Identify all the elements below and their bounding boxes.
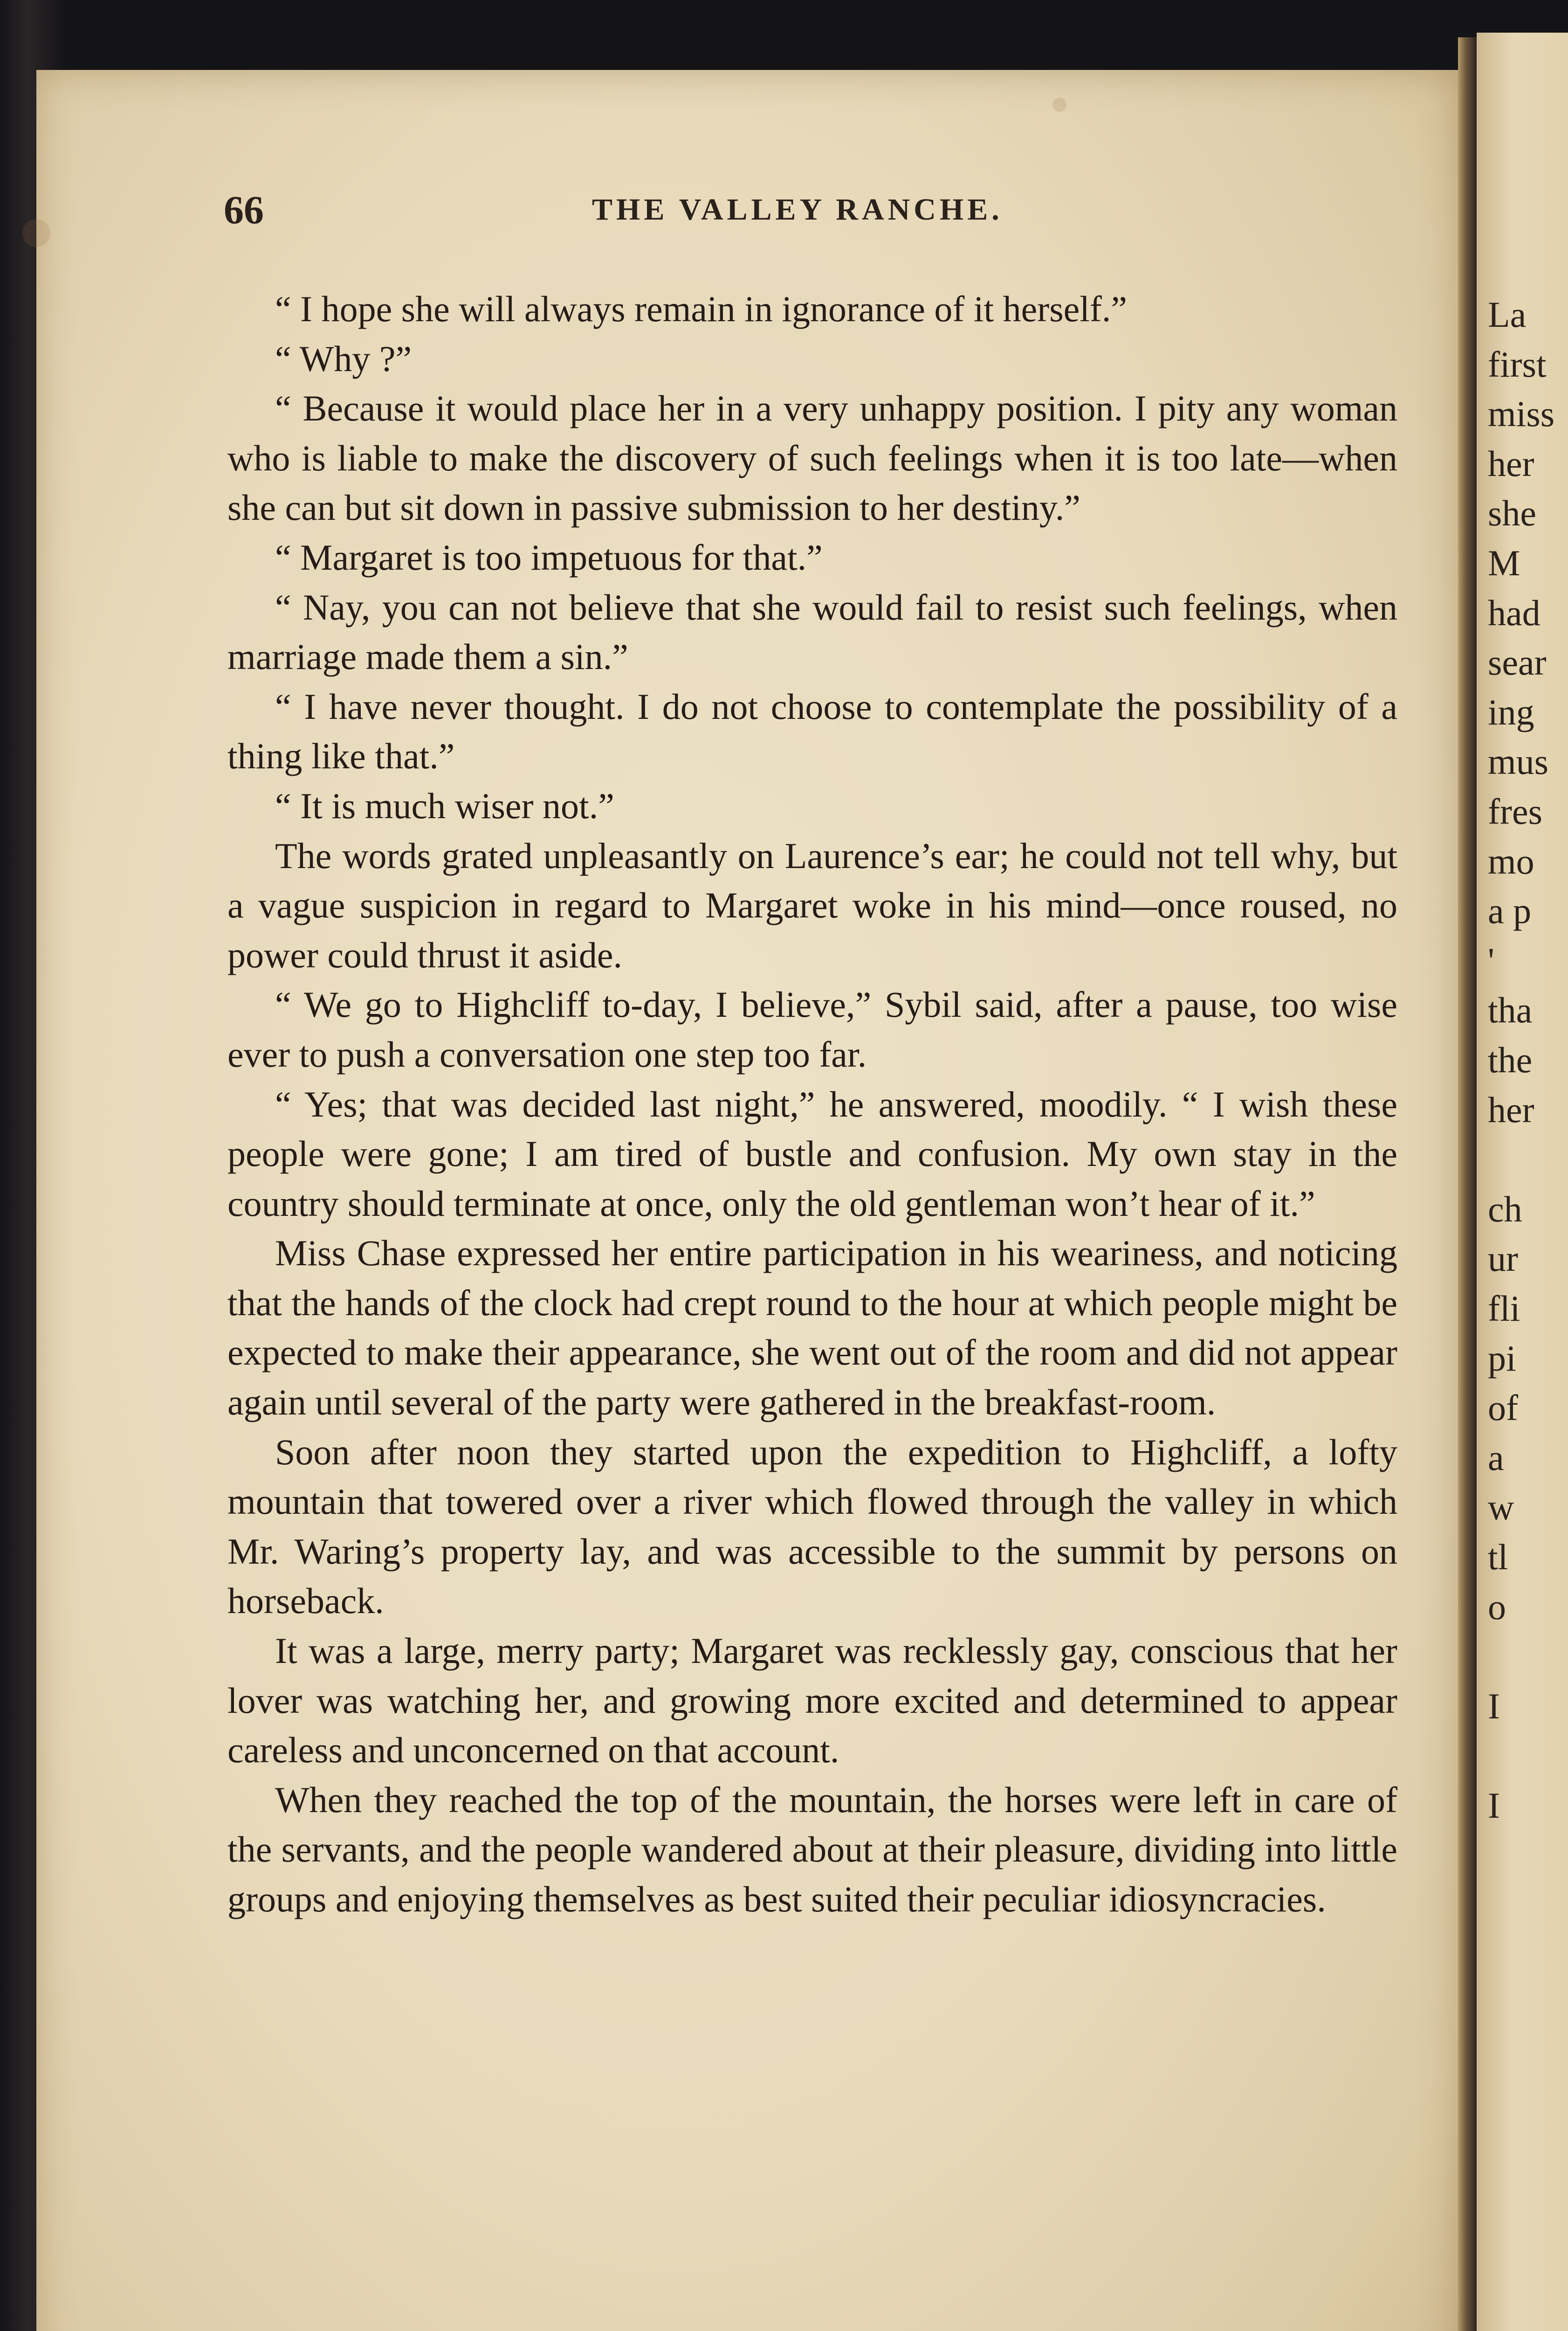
body-text bbox=[227, 284, 1397, 1924]
paragraph: Miss Chase expressed her entire participation in his weariness, and noticing that the hands of the clock had crept round to the hour at which people might be expected to make their appearance, she went out of the room and did not appear again until several of the party were gathered in the breakfast-room. bbox=[227, 1233, 1397, 1423]
paragraph: It was a large, merry party; Margaret was recklessly gay, conscious that her lover was watching her, and growing more excited and determined to appear careless and unconcerned on that account. bbox=[227, 1630, 1397, 1771]
facing-page-fragment: ' bbox=[1488, 940, 1495, 981]
facing-page-fragment: tl bbox=[1488, 1537, 1508, 1577]
facing-page-fragment: I bbox=[1488, 1785, 1500, 1826]
facing-page-fragment: ing bbox=[1488, 691, 1534, 732]
paragraph: “ We go to Highcliff to-day, I believe,” Sybil said, after a pause, too wise ever to push a conversation one step too far. bbox=[227, 984, 1397, 1075]
paragraph: “ It is much wiser not.” bbox=[275, 785, 614, 826]
facing-page-fragment: w bbox=[1488, 1487, 1514, 1528]
paragraph: “ Yes; that was decided last night,” he answered, moodily. “ I wish these people were gone; I am tired of bustle and confusion. My own stay in the country should terminate at once, only the old gentleman won’t hear of it.” bbox=[227, 1083, 1397, 1224]
facing-page-fragment: M bbox=[1488, 543, 1520, 583]
paper-stain bbox=[1052, 98, 1066, 112]
facing-page-fragment: sear bbox=[1488, 642, 1547, 683]
running-head-title: THE VALLEY RANCHE. bbox=[592, 193, 1003, 227]
paragraph: Soon after noon they started upon the expedition to Highcliff, a lofty mountain that towered over a river which flowed through the valley in which Mr. Waring’s property lay, and was accessible to the summit by persons on horseback. bbox=[227, 1431, 1397, 1621]
facing-page-fragment: ur bbox=[1488, 1238, 1518, 1279]
paragraph: “ Margaret is too impetuous for that.” bbox=[275, 537, 823, 578]
facing-page-fragment: ch bbox=[1488, 1188, 1522, 1229]
paper-stain bbox=[22, 219, 50, 247]
facing-page-fragment: of bbox=[1488, 1387, 1518, 1428]
paragraph: “ Because it would place her in a very unhappy position. I pity any woman who is liable to make the discovery of such feelings when it is too late—when she can but sit down in passive submission to her destiny.” bbox=[227, 388, 1397, 528]
facing-page-fragment: her bbox=[1488, 1089, 1534, 1130]
facing-page-fragment: fli bbox=[1488, 1288, 1520, 1329]
facing-page-fragment: a bbox=[1488, 1437, 1504, 1478]
facing-page bbox=[1477, 33, 1568, 2331]
paragraph: The words grated unpleasantly on Laurence’s ear; he could not tell why, but a vague suspicion in regard to Margaret woke in his mind—once roused, no power could thrust it aside. bbox=[227, 835, 1397, 975]
facing-page-fragment: La bbox=[1488, 294, 1527, 335]
facing-page-fragment: o bbox=[1488, 1586, 1506, 1627]
facing-page-fragment: I bbox=[1488, 1685, 1500, 1726]
book-gutter bbox=[1458, 37, 1477, 2331]
paragraph: “ Nay, you can not believe that she would fail to resist such feelings, when marriage made them a sin.” bbox=[227, 586, 1397, 677]
facing-page-fragment: first bbox=[1488, 344, 1547, 385]
paragraph: “ I hope she will always remain in ignorance of it herself.” bbox=[275, 289, 1128, 329]
facing-page-fragment: tha bbox=[1488, 990, 1533, 1031]
paragraph: “ Why ?” bbox=[275, 338, 412, 379]
facing-page-fragment: miss bbox=[1488, 393, 1555, 434]
paragraph: When they reached the top of the mountain, the horses were left in care of the servants, and the people wandered about at their pleasure, dividing into little groups and enjoying themselves as best suited their peculiar idiosyncracies. bbox=[227, 1779, 1397, 1919]
facing-page-fragment: pi bbox=[1488, 1338, 1516, 1379]
facing-page-fragment: mus bbox=[1488, 741, 1549, 782]
facing-page-fragment: fres bbox=[1488, 791, 1542, 832]
page-number: 66 bbox=[224, 187, 264, 232]
paragraph: “ I have never thought. I do not choose to contemplate the possibility of a thing like that.” bbox=[227, 686, 1397, 777]
facing-page-fragment: had bbox=[1488, 592, 1540, 633]
facing-page-fragment: she bbox=[1488, 493, 1536, 534]
facing-page-fragment: her bbox=[1488, 443, 1534, 484]
page-header bbox=[224, 186, 1398, 238]
facing-page-fragment: a p bbox=[1488, 890, 1532, 931]
facing-page-fragment: the bbox=[1488, 1040, 1533, 1080]
facing-page-fragment: mo bbox=[1488, 841, 1534, 882]
